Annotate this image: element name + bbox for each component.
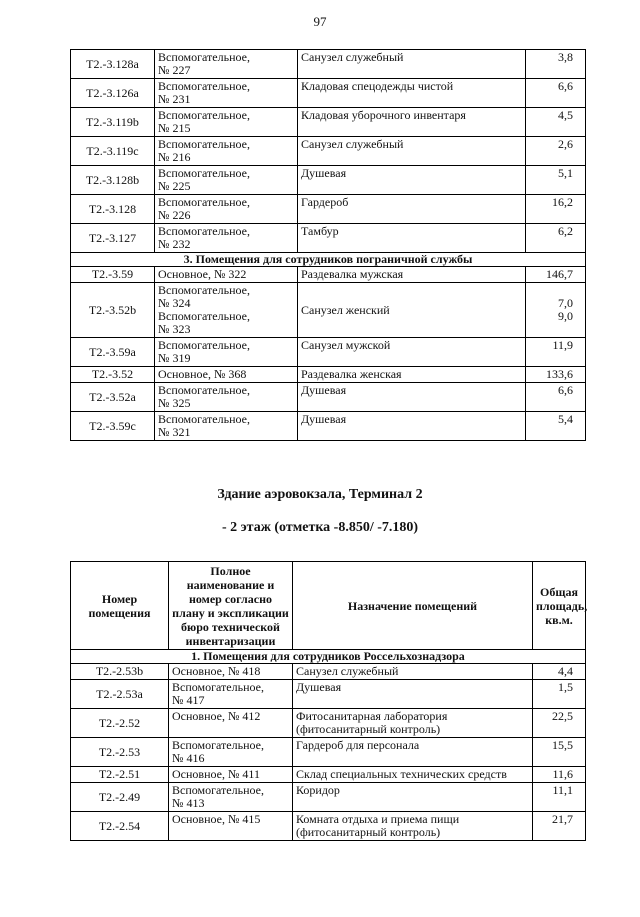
rooms-table-floor-minus-2 [70, 561, 586, 841]
room-number: Т2.-2.53а [71, 680, 169, 709]
room-area: 22,5 [533, 709, 586, 738]
room-number: Т2.-3.128 [71, 195, 155, 224]
header-area: Общая площадь, кв.м. [533, 562, 586, 650]
room-area: 6,2 [526, 224, 586, 253]
room-area: 11,6 [533, 767, 586, 783]
table-row [71, 680, 586, 709]
room-number: Т2.-3.59с [71, 412, 155, 441]
room-number: Т2.-3.119с [71, 137, 155, 166]
room-full-name: Вспомогательное, № 216 [155, 137, 298, 166]
section-heading-row [71, 253, 586, 267]
table-row [71, 367, 586, 383]
section-heading: 3. Помещения для сотрудников пограничной службы [71, 253, 586, 267]
room-area: 1,5 [533, 680, 586, 709]
room-purpose: Кладовая спецодежды чистой [298, 79, 526, 108]
room-purpose: Комната отдыха и приема пищи (фитосанитарный контроль) [293, 812, 533, 841]
room-purpose: Санузел служебный [298, 50, 526, 79]
room-number: Т2.-3.126а [71, 79, 155, 108]
room-area: 16,2 [526, 195, 586, 224]
table-row [71, 338, 586, 367]
room-full-name: Основное, № 412 [169, 709, 293, 738]
room-purpose: Душевая [298, 412, 526, 441]
building-title: Здание аэровокзала, Терминал 2 [217, 487, 423, 502]
header-full-name: Полное наименование и номер согласно плану и экспликации бюро технической инвентаризации [169, 562, 293, 650]
room-purpose: Тамбур [298, 224, 526, 253]
room-number: Т2.-3.59 [71, 267, 155, 283]
room-purpose: Раздевалка мужская [298, 267, 526, 283]
room-area: 3,8 [526, 50, 586, 79]
room-number: Т2.-3.127 [71, 224, 155, 253]
room-full-name: Основное, № 368 [155, 367, 298, 383]
table-row [71, 283, 586, 338]
table-row [71, 412, 586, 441]
room-area: 6,6 [526, 79, 586, 108]
room-number: Т2.-3.52b [71, 283, 155, 338]
table-row [71, 709, 586, 738]
room-area: 4,5 [526, 108, 586, 137]
room-number: Т2.-3.119b [71, 108, 155, 137]
room-full-name: Вспомогательное, № 226 [155, 195, 298, 224]
page-number: 97 [313, 14, 327, 29]
room-full-name: Вспомогательное, № 325 [155, 383, 298, 412]
room-number: Т2.-2.52 [71, 709, 169, 738]
room-full-name: Вспомогательное, № 324 Вспомогательное, № 323 [155, 283, 298, 338]
table-row [71, 166, 586, 195]
room-number: Т2.-2.54 [71, 812, 169, 841]
room-full-name: Основное, № 411 [169, 767, 293, 783]
room-purpose: Душевая [298, 383, 526, 412]
room-full-name: Вспомогательное, № 215 [155, 108, 298, 137]
room-area: 21,7 [533, 812, 586, 841]
table-row [71, 767, 586, 783]
room-purpose: Санузел служебный [298, 137, 526, 166]
room-purpose: Душевая [293, 680, 533, 709]
room-purpose: Кладовая уборочного инвентаря [298, 108, 526, 137]
floor-title: - 2 этаж (отметка -8.850/ -7.180) [221, 520, 419, 535]
room-number: Т2.-2.53b [71, 664, 169, 680]
table-row [71, 664, 586, 680]
room-number: Т2.-3.52 [71, 367, 155, 383]
room-purpose: Раздевалка женская [298, 367, 526, 383]
room-purpose: Санузел мужской [298, 338, 526, 367]
table-row [71, 108, 586, 137]
room-area: 2,6 [526, 137, 586, 166]
room-number: Т2.-2.49 [71, 783, 169, 812]
room-full-name: Вспомогательное, № 227 [155, 50, 298, 79]
room-full-name: Вспомогательное, № 413 [169, 783, 293, 812]
room-number: Т2.-2.51 [71, 767, 169, 783]
header-purpose: Назначение помещений [293, 562, 533, 650]
room-full-name: Вспомогательное, № 416 [169, 738, 293, 767]
room-full-name: Вспомогательное, № 231 [155, 79, 298, 108]
room-number: Т2.-2.53 [71, 738, 169, 767]
room-area: 7,0 9,0 [526, 283, 586, 338]
table-row [71, 812, 586, 841]
room-full-name: Вспомогательное, № 232 [155, 224, 298, 253]
room-area: 4,4 [533, 664, 586, 680]
room-purpose: Гардероб для персонала [293, 738, 533, 767]
table-row [71, 137, 586, 166]
room-area: 146,7 [526, 267, 586, 283]
room-area: 11,1 [533, 783, 586, 812]
room-purpose: Санузел женский [298, 283, 526, 338]
room-full-name: Вспомогательное, № 321 [155, 412, 298, 441]
room-area: 15,5 [533, 738, 586, 767]
room-purpose: Душевая [298, 166, 526, 195]
room-number: Т2.-3.59а [71, 338, 155, 367]
room-purpose: Фитосанитарная лаборатория (фитосанитарный контроль) [293, 709, 533, 738]
room-purpose: Коридор [293, 783, 533, 812]
table-header-row [71, 562, 586, 650]
room-purpose: Санузел служебный [293, 664, 533, 680]
room-number: Т2.-3.128а [71, 50, 155, 79]
room-area: 5,4 [526, 412, 586, 441]
table-row [71, 783, 586, 812]
room-full-name: Основное, № 418 [169, 664, 293, 680]
room-area: 11,9 [526, 338, 586, 367]
table-row [71, 383, 586, 412]
table-row [71, 79, 586, 108]
room-purpose: Гардероб [298, 195, 526, 224]
section-heading: 1. Помещения для сотрудников Россельхознадзора [71, 650, 586, 664]
room-area: 6,6 [526, 383, 586, 412]
section-heading-row [71, 650, 586, 664]
room-area: 5,1 [526, 166, 586, 195]
table-row [71, 738, 586, 767]
room-full-name: Основное, № 322 [155, 267, 298, 283]
table-row [71, 50, 586, 79]
room-full-name: Вспомогательное, № 417 [169, 680, 293, 709]
room-full-name: Вспомогательное, № 319 [155, 338, 298, 367]
rooms-table-floor-3 [70, 49, 586, 441]
table-row [71, 267, 586, 283]
room-full-name: Основное, № 415 [169, 812, 293, 841]
header-room-number: Номер помещения [71, 562, 169, 650]
room-purpose: Склад специальных технических средств [293, 767, 533, 783]
room-number: Т2.-3.128b [71, 166, 155, 195]
table-row [71, 224, 586, 253]
room-full-name: Вспомогательное, № 225 [155, 166, 298, 195]
room-area: 133,6 [526, 367, 586, 383]
table-row [71, 195, 586, 224]
room-number: Т2.-3.52а [71, 383, 155, 412]
